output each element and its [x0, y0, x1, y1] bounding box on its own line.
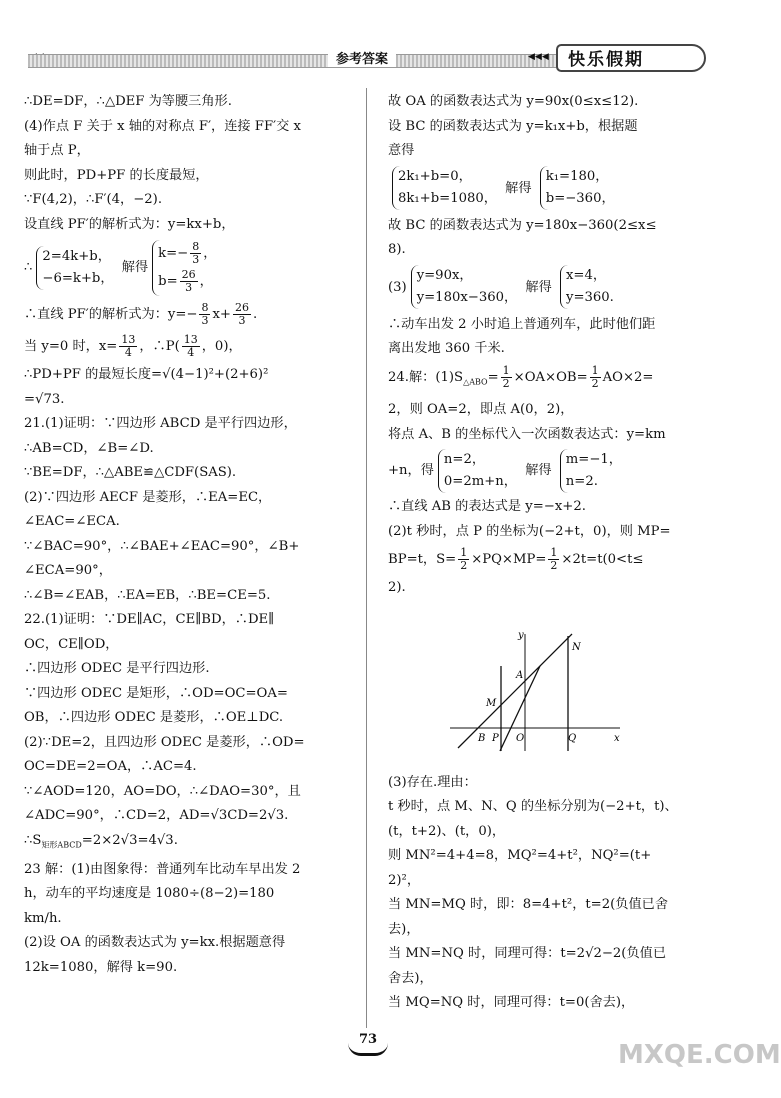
text-line: 当 MN=MQ 时，即：8=4+t²，t=2(负值已舍 — [388, 897, 669, 913]
fraction: $\frac{1}{2}$ — [550, 546, 558, 573]
math-text: b= — [158, 273, 178, 289]
text-line: ∴直线 AB 的表达式是 y=−x+2. — [388, 499, 586, 515]
graph-label: N — [572, 642, 581, 653]
fraction: $\frac{26}{3}$ — [181, 267, 196, 294]
system-brace: k₁=180， b=−360， — [540, 166, 615, 210]
math-text: k=− — [158, 245, 189, 261]
system-brace: m=−1， n=2. — [560, 449, 622, 493]
math-text: ∴ — [24, 260, 33, 275]
text-line: (2)∵四边形 AECF 是菱形，∴EA=EC， — [24, 489, 272, 505]
equation-system: 2k₁+b=0， 8k₁+b=1080， 解得 k₁=180， b=−360， — [388, 164, 728, 214]
fraction: $\frac{1}{2}$ — [460, 546, 468, 573]
arrow-icon: ◀◀◀ — [528, 52, 549, 62]
header-brand: 快乐假期 — [556, 44, 706, 72]
text-line: ∵F(4,2)，∴F′(4，−2). — [24, 192, 163, 207]
text-line: km/h. — [24, 910, 62, 926]
equation-system: (3) y=90x， y=180x−360， 解得 x=4， y=360. — [388, 263, 728, 313]
text-line: 去)， — [388, 921, 420, 937]
text-line: ∴AB=CD，∠B=∠D. — [24, 440, 154, 456]
graph-label: P — [492, 733, 499, 744]
fraction: $\frac{26}{3}$ — [234, 301, 249, 327]
text-line: 2)²， — [388, 872, 421, 888]
text-line: 意得 — [388, 143, 415, 158]
text-line: ∵BE=DF，∴△ABE≌△CDF(SAS). — [24, 465, 237, 480]
text-line: ∴四边形 ODEC 是平行四边形. — [24, 661, 210, 676]
column-divider — [366, 88, 367, 1028]
graph-label: y — [518, 630, 524, 641]
fraction: $\frac{1}{2}$ — [591, 363, 599, 390]
text-line: $\therefore S_{矩形ABCD}=2\times 2√3=4√3$. — [24, 832, 178, 850]
text-line: 21.(1)证明：∵四边形 ABCD 是平行四边形， — [24, 416, 297, 431]
text-line: 24.解：$(1)S_{\triangle ABO}=$ $\frac{1}{2}$ ×OA×OB= $\frac{1}{2}$ AO×2= — [388, 363, 654, 390]
text-line: ∴∠B=∠EAB，∴EA=EB，∴BE=CE=5. — [24, 587, 271, 603]
text-line: 当 y=0 时，x= $\frac{13}{4}$ ，∴P( $\frac{13}{4}$ ，0)， — [24, 333, 242, 359]
text-line: 故 BC 的函数表达式为 y=180x−360(2≤x≤ — [388, 217, 657, 233]
system-brace: y=90x， y=180x−360， — [411, 265, 518, 309]
text-line: 则此时，PD+PF 的长度最短， — [24, 167, 209, 183]
system-brace — [36, 246, 113, 290]
text-line: ∵四边形 ODEC 是矩形，∴OD=OC=OA= — [24, 685, 288, 701]
fraction: $\frac{1}{2}$ — [502, 363, 510, 390]
text-line: ∵∠BAC=90°，∴∠BAE+∠EAC=90°，∠B+ — [24, 538, 300, 554]
text-line: t 秒时，点 M、N、Q 的坐标分别为(−2+t，t)、 — [388, 799, 678, 815]
text-line: (t，t+2)、(t，0)， — [388, 823, 506, 839]
text-line: 2). — [388, 580, 406, 596]
text-line: =√73. — [24, 391, 65, 407]
text-line: 2，则 OA=2，即点 A(0，2)， — [388, 402, 574, 418]
graph-label: x — [614, 733, 620, 744]
text-line: ∴PD+PF 的最短长度=√(4−1)²+(2+6)² — [24, 367, 269, 382]
system-brace: k=− $\frac{8}{3}$ ， b= $\frac{26}{3}$ ， — [152, 240, 216, 296]
text-line: 22.(1)证明：∵DE∥AC，CE∥BD，∴DE∥ — [24, 612, 275, 627]
text-line: 故 OA 的函数表达式为 y=90x(0≤x≤12). — [388, 94, 639, 109]
page-footer — [348, 1032, 388, 1056]
text-line: OC=DE=2=OA，∴AC=4. — [24, 759, 197, 774]
graph-label: O — [516, 733, 525, 744]
fraction: $\frac{8}{3}$ — [201, 301, 209, 327]
text-line: ∴直线 PF′的解析式为：y=− $\frac{8}{3}$ x+ $\frac{26}{3}$ . — [24, 301, 258, 327]
left-column — [24, 90, 364, 980]
text-line: (4)作点 F 关于 x 轴的对称点 F′，连接 FF′交 x — [24, 118, 301, 134]
math-text: 解得 — [121, 260, 149, 275]
text-line: OC，CE∥OD， — [24, 636, 119, 652]
text-line: 23 解：(1)由图象得：普通列车比动车早出发 2 — [24, 861, 301, 877]
fraction: $\frac{13}{4}$ — [183, 333, 198, 359]
text-line: 舍去)， — [388, 970, 433, 986]
fraction: $\frac{13}{4}$ — [121, 333, 136, 359]
text-line: 8). — [388, 242, 406, 257]
system-brace: n=2， 0=2m+n， — [438, 449, 517, 493]
text-line: ∠ECA=90°， — [24, 563, 112, 578]
text-line: 当 MN=NQ 时，同理可得：t=2√2−2(负值已 — [388, 946, 667, 962]
graph-label: B — [478, 733, 486, 744]
line-n — [458, 634, 572, 748]
watermark: MXQE.COM — [618, 1040, 781, 1070]
text-line: 离出发地 360 千米. — [388, 341, 505, 356]
fraction: $\frac{8}{3}$ — [192, 239, 200, 266]
math-text: 2=4k+b， — [42, 248, 111, 264]
text-line: (2)t 秒时，点 P 的坐标为(−2+t，0)，则 MP= — [388, 523, 671, 539]
graph-label: A — [516, 670, 524, 681]
text-line: ∴DE=DF，∴△DEF 为等腰三角形. — [24, 94, 232, 109]
text-line: (3)存在.理由： — [388, 774, 477, 790]
header-label: 参考答案 — [328, 48, 396, 67]
equation-system: +n，得 n=2， 0=2m+n， 解得 m=−1， n=2. — [388, 447, 728, 495]
right-column — [388, 90, 728, 1016]
text-line: 将点 A、B 的坐标代入一次函数表达式：y=km — [388, 426, 666, 442]
text-line: OB，∴四边形 ODEC 是菱形，∴OE⊥DC. — [24, 710, 284, 725]
text-line: ∠EAC=∠ECA. — [24, 514, 120, 529]
text-line: 设 BC 的函数表达式为 y=k₁x+b，根据题 — [388, 118, 638, 134]
equation-system — [24, 237, 364, 299]
text-line: 12k=1080，解得 k=90. — [24, 959, 178, 975]
text-line: 当 MQ=NQ 时，同理可得：t=0(舍去)， — [388, 995, 635, 1011]
text-line: 轴于点 P， — [24, 143, 90, 158]
math-text: −6=k+b， — [42, 270, 114, 286]
text-line: h，动车的平均速度是 1080÷(8−2)=180 — [24, 886, 275, 902]
system-brace: x=4， y=360. — [560, 265, 614, 309]
graph-label: M — [486, 698, 497, 709]
page-number: 73 — [358, 1032, 378, 1047]
page-header — [28, 44, 728, 80]
text-line: 则 MN²=4+4=8，MQ²=4+t²，NQ²=(t+ — [388, 848, 652, 864]
text-line: BP=t，S= $\frac{1}{2}$ ×PQ×MP= $\frac{1}{2}$ ×2t=t(0<t≤ — [388, 546, 644, 573]
system-brace: 2k₁+b=0， 8k₁+b=1080， — [392, 166, 497, 210]
coordinate-graph — [440, 626, 640, 756]
text-line: ∵∠AOD=120，AO=DO，∴∠DAO=30°，且 — [24, 783, 301, 799]
graph-label: Q — [568, 733, 577, 744]
text-line: ∴动车出发 2 小时追上普通列车，此时他们距 — [388, 316, 656, 332]
text-line: (2)设 OA 的函数表达式为 y=kx.根据题意得 — [24, 935, 286, 951]
text-line: ∠ADC=90°，∴CD=2，AD=√3CD=2√3. — [24, 808, 289, 823]
text-line: 设直线 PF′的解析式为：y=kx+b， — [24, 216, 235, 232]
text-line: (2)∵DE=2，且四边形 ODEC 是菱形，∴OD= — [24, 734, 305, 750]
